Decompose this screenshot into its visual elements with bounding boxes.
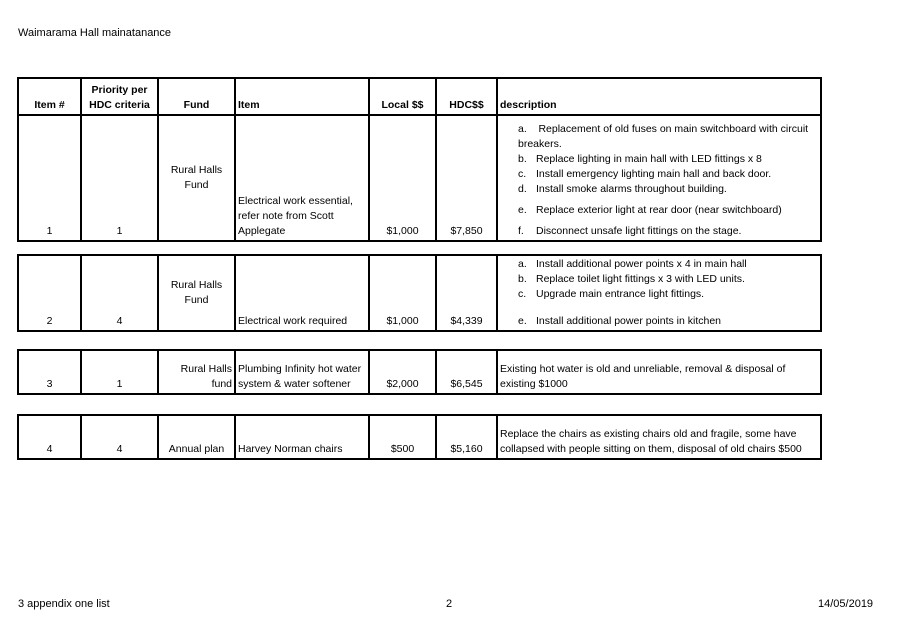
row-fund: Annual plan xyxy=(158,415,235,459)
row-hdc-amount: $7,850 xyxy=(436,115,497,241)
row-local-amount: $1,000 xyxy=(369,255,436,331)
row-item: Electrical work essential, refer note from Scott Applegate xyxy=(235,115,369,241)
row-local-amount: $2,000 xyxy=(369,350,436,394)
table-row xyxy=(18,115,821,241)
description-item-text: Upgrade main entrance light fittings. xyxy=(536,288,705,300)
description-item-label: a. xyxy=(518,258,527,270)
description-item xyxy=(500,122,818,152)
document-title: Waimarama Hall mainatanance xyxy=(18,27,172,39)
description-item-text: Install additional power points x 4 in main hall xyxy=(536,258,747,270)
footer-date: 14/05/2019 xyxy=(818,598,874,610)
footer-page-number: 2 xyxy=(446,598,453,610)
description-item-text: Install smoke alarms throughout building. xyxy=(536,183,727,195)
row-priority: 4 xyxy=(81,415,158,459)
description-item xyxy=(500,203,818,218)
description-item xyxy=(500,167,818,182)
description-item-label: a. xyxy=(518,123,527,135)
footer-left-text: 3 appendix one list xyxy=(18,598,110,610)
row-item: Harvey Norman chairs xyxy=(235,415,369,459)
row-priority: 1 xyxy=(81,115,158,241)
row-hdc-amount: $6,545 xyxy=(436,350,497,394)
description-item-label: d. xyxy=(518,183,527,195)
row-local-amount: $1,000 xyxy=(369,115,436,241)
row-fund: Rural Halls Fund xyxy=(158,115,235,241)
table-header-row xyxy=(18,78,821,115)
header-priority: Priority per HDC criteria xyxy=(81,78,158,115)
row-description xyxy=(497,115,821,241)
row-item-number: 4 xyxy=(18,415,81,459)
description-item-text: Install additional power points in kitchen xyxy=(536,315,722,327)
description-item-label: b. xyxy=(518,273,527,285)
header-item: Item xyxy=(235,78,369,115)
header-local: Local $$ xyxy=(369,78,436,115)
description-item-text: Install emergency lighting main hall and back door. xyxy=(536,168,772,180)
row-fund: Rural Halls fund xyxy=(158,350,235,394)
description-item xyxy=(500,257,818,272)
description-item-text: Disconnect unsafe light fittings on the stage. xyxy=(536,225,742,237)
description-item-text: Replacement of old fuses on main switchboard with circuit breakers. xyxy=(518,123,809,150)
row-hdc-amount: $4,339 xyxy=(436,255,497,331)
description-item-text: Replace toilet light fittings x 3 with LED units. xyxy=(536,273,745,285)
header-item-number: Item # xyxy=(18,78,81,115)
table-row xyxy=(18,255,821,331)
description-item xyxy=(500,314,818,329)
row-local-amount: $500 xyxy=(369,415,436,459)
description-item-label: e. xyxy=(518,204,527,216)
row-priority: 1 xyxy=(81,350,158,394)
header-description: description xyxy=(497,78,821,115)
description-item-text: Replace exterior light at rear door (near switchboard) xyxy=(536,204,782,216)
table-row xyxy=(18,350,821,394)
description-item xyxy=(500,224,818,239)
row-description: Replace the chairs as existing chairs old and fragile, some have collapsed with people sitting on them, disposal of old chairs $500 xyxy=(497,415,821,459)
row-item-number: 2 xyxy=(18,255,81,331)
row-item: Plumbing Infinity hot water system & water softener xyxy=(235,350,369,394)
description-item-label: c. xyxy=(518,168,527,180)
description-item xyxy=(500,182,818,197)
maintenance-table-section-2 xyxy=(17,254,822,332)
header-hdc: HDC$$ xyxy=(436,78,497,115)
row-description: Existing hot water is old and unreliable, removal & disposal of existing $1000 xyxy=(497,350,821,394)
row-hdc-amount: $5,160 xyxy=(436,415,497,459)
row-description xyxy=(497,255,821,331)
description-item xyxy=(500,152,818,167)
maintenance-table-section-4 xyxy=(17,414,822,460)
maintenance-table-section-1 xyxy=(17,77,822,242)
table-row xyxy=(18,415,821,459)
maintenance-table-section-3 xyxy=(17,349,822,395)
row-fund: Rural Halls Fund xyxy=(158,255,235,331)
description-item xyxy=(500,272,818,287)
description-item-label: f. xyxy=(518,225,524,237)
header-fund: Fund xyxy=(158,78,235,115)
row-priority: 4 xyxy=(81,255,158,331)
row-item: Electrical work required xyxy=(235,255,369,331)
description-item-label: c. xyxy=(518,288,527,300)
row-item-number: 1 xyxy=(18,115,81,241)
description-item-text: Replace lighting in main hall with LED fittings x 8 xyxy=(536,153,762,165)
row-item-number: 3 xyxy=(18,350,81,394)
description-item-label: e. xyxy=(518,315,527,327)
description-item-label: b. xyxy=(518,153,527,165)
description-item xyxy=(500,287,818,302)
